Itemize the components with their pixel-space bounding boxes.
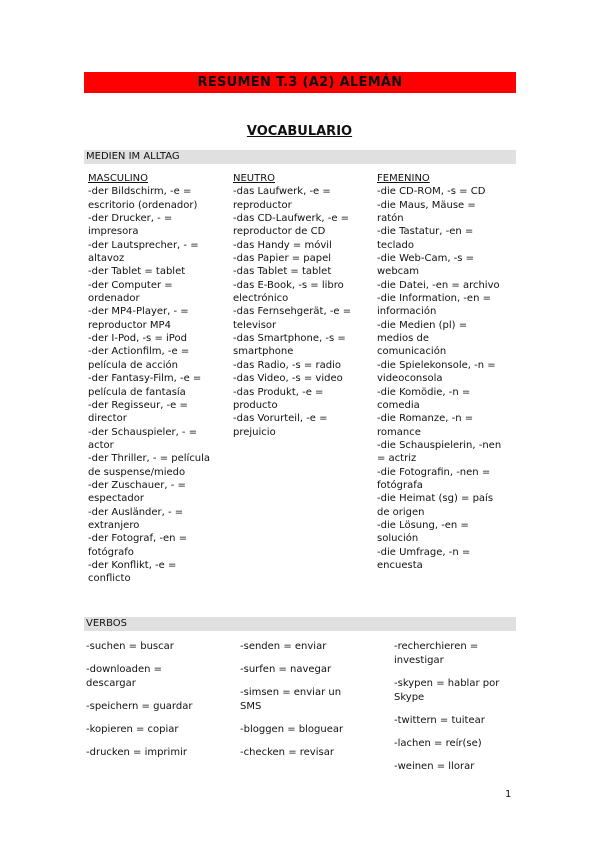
vocab-line: fotógrafa bbox=[377, 479, 423, 491]
verb-entry: -twittern = tuitear bbox=[394, 715, 485, 726]
vocab-line: solución bbox=[377, 533, 419, 545]
verb-entry: -drucken = imprimir bbox=[86, 747, 187, 758]
vocab-line: -das Papier = papel bbox=[233, 253, 332, 265]
section-label-medien: MEDIEN IM ALLTAG bbox=[84, 150, 516, 164]
vocab-line: videoconsola bbox=[377, 373, 443, 385]
vocab-line: extranjero bbox=[88, 519, 140, 531]
vocab-line: prejuicio bbox=[233, 426, 276, 438]
vocab-line: información bbox=[377, 306, 437, 318]
vocab-line: -die Information, -en = bbox=[377, 293, 491, 305]
verb-entry: -skypen = hablar por Skype bbox=[394, 678, 500, 703]
vocab-line: -die Spielekonsole, -n = bbox=[377, 359, 496, 371]
vocab-line: comedia bbox=[377, 399, 420, 411]
vocab-line: -der Thriller, - = película bbox=[88, 453, 211, 465]
vocab-line: encuesta bbox=[377, 559, 423, 571]
verb-entry: -bloggen = bloguear bbox=[240, 724, 344, 735]
vocab-line: fotógrafo bbox=[88, 546, 134, 558]
column-heading-neutro: NEUTRO bbox=[233, 173, 276, 184]
verbs-column-1 bbox=[86, 640, 231, 769]
vocab-line: -der Konflikt, -e = bbox=[88, 559, 177, 571]
vocab-line: -der Fantasy-Film, -e = bbox=[88, 373, 202, 385]
vocab-line: -das Video, -s = video bbox=[233, 373, 343, 385]
vocab-line: -das E-Book, -s = libro bbox=[233, 279, 344, 291]
vocab-line: comunicación bbox=[377, 346, 447, 358]
column-femenino bbox=[377, 172, 501, 572]
vocab-line: -das Fernsehgerät, -e = bbox=[233, 306, 352, 318]
vocabulary-heading: VOCABULARIO bbox=[246, 124, 353, 139]
verbs-column-2 bbox=[240, 640, 385, 769]
verb-entry: -kopieren = copiar bbox=[86, 724, 179, 735]
vocab-line: espectador bbox=[88, 493, 144, 505]
vocab-line: -die Fotografin, -nen = bbox=[377, 466, 491, 478]
vocab-line: película de acción bbox=[88, 359, 179, 371]
verbs-column-3 bbox=[394, 640, 519, 783]
vocab-line: webcam bbox=[377, 266, 420, 278]
vocab-line: -der Lautsprecher, - = bbox=[88, 239, 199, 251]
vocab-line: conflicto bbox=[88, 573, 131, 585]
vocab-line: = actriz bbox=[377, 453, 417, 465]
vocab-line: -der Ausländer, - = bbox=[88, 506, 184, 518]
femenino-entries bbox=[377, 185, 501, 572]
vocab-line: de suspense/miedo bbox=[88, 466, 186, 478]
vocab-line: teclado bbox=[377, 239, 414, 251]
masculino-entries bbox=[88, 185, 210, 585]
column-neutro bbox=[233, 172, 351, 439]
neutro-entries bbox=[233, 185, 351, 439]
verb-entry: -surfen = navegar bbox=[240, 664, 332, 675]
vocab-line: -das Handy = móvil bbox=[233, 239, 332, 251]
vocab-line: ratón bbox=[377, 213, 404, 225]
column-heading-femenino: FEMENINO bbox=[377, 173, 430, 184]
verb-entry: -recherchieren = investigar bbox=[394, 641, 479, 666]
verb-entry: -senden = enviar bbox=[240, 641, 327, 652]
vocab-line: -die Komödie, -n = bbox=[377, 386, 471, 398]
document-title: RESUMEN T.3 (A2) ALEMÁN bbox=[197, 75, 403, 90]
vocab-line: electrónico bbox=[233, 293, 289, 305]
vocab-line: televisor bbox=[233, 319, 277, 331]
vocab-line: -der Drucker, - = bbox=[88, 213, 173, 225]
vocab-line: -die Web-Cam, -s = bbox=[377, 253, 475, 265]
vocab-line: -das CD-Laufwerk, -e = bbox=[233, 213, 350, 225]
vocab-line: -die Datei, -en = archivo bbox=[377, 279, 500, 291]
vocab-line: director bbox=[88, 413, 127, 425]
vocab-line: actor bbox=[88, 439, 114, 451]
verb-entry: -downloaden = descargar bbox=[86, 664, 163, 689]
vocab-line: -das Tablet = tablet bbox=[233, 266, 332, 278]
vocab-line: smartphone bbox=[233, 346, 294, 358]
page-number: 1 bbox=[505, 789, 512, 800]
column-heading-masculino: MASCULINO bbox=[88, 173, 148, 184]
title-banner bbox=[84, 72, 516, 93]
vocab-line: medios de bbox=[377, 333, 430, 345]
vocab-line: -die Heimat (sg) = país bbox=[377, 493, 494, 505]
vocab-line: producto bbox=[233, 399, 278, 411]
vocab-line: reproductor bbox=[233, 199, 292, 211]
vocab-line: ordenador bbox=[88, 293, 140, 305]
vocab-line: -der Fotograf, -en = bbox=[88, 533, 188, 545]
vocab-line: -die Maus, Mäuse = bbox=[377, 199, 476, 211]
vocab-line: -die Umfrage, -n = bbox=[377, 546, 471, 558]
vocab-line: romance bbox=[377, 426, 421, 438]
verb-entry: -simsen = enviar un SMS bbox=[240, 687, 342, 712]
vocab-line: -die Romanze, -n = bbox=[377, 413, 474, 425]
vocab-line: reproductor de CD bbox=[233, 226, 326, 238]
vocab-line: -der Computer = bbox=[88, 279, 173, 291]
vocab-line: -das Radio, -s = radio bbox=[233, 359, 341, 371]
verb-entry: -checken = revisar bbox=[240, 747, 334, 758]
vocab-line: escritorio (ordenador) bbox=[88, 199, 198, 211]
vocab-line: -das Smartphone, -s = bbox=[233, 333, 346, 345]
vocab-line: -der Bildschirm, -e = bbox=[88, 186, 192, 198]
vocab-line: reproductor MP4 bbox=[88, 319, 171, 331]
verb-entry: -suchen = buscar bbox=[86, 641, 174, 652]
vocab-line: altavoz bbox=[88, 253, 125, 265]
section-label-verbos: VERBOS bbox=[84, 617, 516, 631]
vocab-line: -das Vorurteil, -e = bbox=[233, 413, 328, 425]
verb-entry: -speichern = guardar bbox=[86, 701, 193, 712]
vocab-line: -die CD-ROM, -s = CD bbox=[377, 186, 486, 198]
vocab-line: impresora bbox=[88, 226, 139, 238]
vocab-line: -der MP4-Player, - = bbox=[88, 306, 189, 318]
vocab-line: -der I-Pod, -s = iPod bbox=[88, 333, 187, 345]
vocab-line: -die Tastatur, -en = bbox=[377, 226, 474, 238]
verb-entry: -lachen = reír(se) bbox=[394, 738, 482, 749]
vocab-line: -die Lösung, -en = bbox=[377, 519, 469, 531]
vocab-line: -der Tablet = tablet bbox=[88, 266, 186, 278]
vocab-line: -die Schauspielerin, -nen bbox=[377, 439, 502, 451]
vocab-line: -das Laufwerk, -e = bbox=[233, 186, 331, 198]
vocab-line: de origen bbox=[377, 506, 425, 518]
column-masculino bbox=[88, 172, 210, 586]
vocab-line: -der Schauspieler, - = bbox=[88, 426, 198, 438]
vocab-line: película de fantasía bbox=[88, 386, 186, 398]
vocab-line: -der Actionfilm, -e = bbox=[88, 346, 190, 358]
vocab-line: -der Regisseur, -e = bbox=[88, 399, 188, 411]
vocab-line: -das Produkt, -e = bbox=[233, 386, 324, 398]
vocab-line: -der Zuschauer, - = bbox=[88, 479, 186, 491]
verb-entry: -weinen = llorar bbox=[394, 761, 475, 772]
vocab-line: -die Medien (pl) = bbox=[377, 319, 468, 331]
